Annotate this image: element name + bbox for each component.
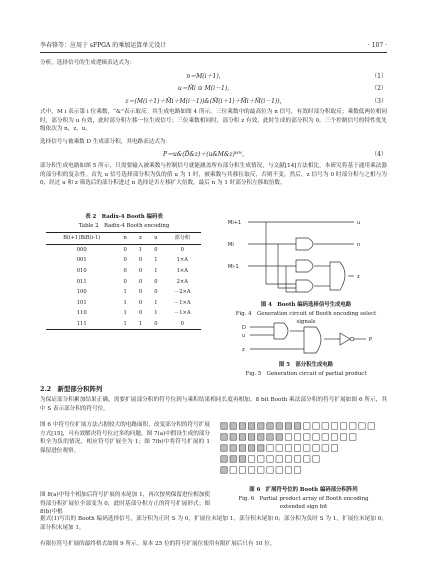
equation-1-expr: n＝M(i＋1)， (186, 73, 225, 80)
partial-product-bit (331, 445, 337, 451)
partial-product-bit (368, 423, 374, 429)
equation-4-number: （4） (371, 151, 387, 158)
partial-product-bit (248, 456, 254, 462)
partial-product-bit (258, 467, 264, 473)
figure-6-caption-en-2: extended sign bit (279, 504, 328, 510)
partial-product-bit (304, 445, 310, 451)
equation-4-expr: P＝u&(D̄&z)＋(u&M&z)ᵂᴺ， (163, 151, 248, 158)
partial-product-bit (313, 445, 319, 451)
table-cell: 111 (76, 321, 87, 328)
partial-product-bit (340, 434, 346, 440)
table-row (46, 244, 201, 255)
header-rule (40, 52, 387, 53)
partial-product-bit (221, 467, 227, 473)
figure-6-partial-product-array (220, 420, 387, 482)
partial-product-bit (221, 445, 227, 451)
partial-product-bit (221, 423, 227, 429)
table-cell: 0 (154, 246, 158, 253)
table-header-row (46, 233, 201, 245)
table-cell: 1 (123, 299, 127, 306)
partial-product-bit (267, 456, 273, 462)
partial-product-bit (294, 467, 300, 473)
table-cell: 0 (123, 268, 127, 275)
fig4-label-mi1: Mi+1 (228, 220, 242, 226)
fig4-label-mi: Mi (228, 242, 234, 248)
paragraph-partial-product-expr: 选择信号与被乘数 D 生成部分积，其电路表达式为： (40, 139, 172, 145)
table-cell: 0 (138, 310, 143, 317)
partial-product-bit (276, 434, 282, 440)
page-number: · 107 · (367, 42, 387, 49)
figure-6-caption-en-1: Fig. 6 Partial product array of Booth encoding (238, 496, 369, 502)
table-cell: 1 (138, 321, 143, 328)
partial-product-bit (258, 423, 264, 429)
table-cell: －1×A (174, 310, 191, 317)
table-cell: 0 (138, 268, 143, 275)
table-cell: 011 (76, 278, 87, 285)
table-cell: 0 (123, 257, 127, 264)
partial-product-bit (230, 467, 236, 473)
fig5-label-p: P (369, 337, 373, 343)
partial-product-bit (239, 445, 245, 451)
table-cell: 1 (138, 246, 143, 253)
partial-product-bit (267, 467, 273, 473)
figure-5-caption-en: Fig. 5 Generation circuit of partial product (245, 371, 367, 377)
table-cell: 1×A (176, 257, 189, 264)
partial-product-bit (294, 445, 300, 451)
figure-6-caption-cn: 图 6 扩展符号位的 Booth 编码部分积阵列 (249, 487, 358, 493)
table-cell: 101 (76, 299, 87, 306)
table-cell: 0 (154, 321, 158, 328)
table-cell: 0 (123, 278, 127, 285)
table-cell: 1 (123, 289, 127, 296)
table-cell: 100 (76, 289, 87, 296)
partial-product-bit (294, 434, 300, 440)
equation-2-expr: u＝M̄i ⊙ M(i－1)， (177, 85, 234, 92)
partial-product-bit (258, 434, 264, 440)
partial-product-bit (350, 423, 356, 429)
partial-product-bit (248, 434, 254, 440)
running-header-left: 李春锋等：应用于 sFPGA 的乘加运算单元设计 (40, 42, 167, 49)
table-cell: 1 (154, 257, 158, 264)
partial-product-bit (359, 423, 365, 429)
fig5-label-u: u (242, 333, 246, 339)
partial-product-bit (221, 434, 227, 440)
figure-4-caption-en: Fig. 4 Generation circuit of Booth encoding select signals (235, 311, 377, 326)
partial-product-bit (248, 467, 254, 473)
table-cell: 0 (180, 321, 184, 328)
table-row (46, 266, 201, 277)
partial-product-bit (267, 445, 273, 451)
fig4-label-mim1: Mi-1 (228, 264, 239, 270)
partial-product-bit (313, 434, 319, 440)
table-cell: 000 (76, 246, 87, 253)
table-cell: 0 (138, 257, 143, 264)
equation-1-number: （1） (371, 73, 387, 80)
partial-product-bit (239, 434, 245, 440)
equation-3 (40, 97, 387, 107)
equation-2 (40, 84, 387, 94)
table-cell: 0 (154, 278, 158, 285)
fig5-label-d: D (242, 325, 246, 331)
table-row (46, 255, 201, 266)
table-cell: 1 (154, 299, 158, 306)
partial-product-bit (230, 434, 236, 440)
partial-product-bit (276, 456, 282, 462)
partial-product-bit (239, 423, 245, 429)
table-cell: 1 (123, 310, 127, 317)
table-cell: －2×A (174, 289, 191, 296)
table-2-title-en: Table 2 Radix-4 Booth encoding (78, 223, 170, 229)
partial-product-bit (294, 423, 300, 429)
equation-2-number: （2） (371, 85, 387, 92)
partial-product-bit (239, 467, 245, 473)
table-cell: 1 (123, 321, 127, 328)
partial-product-bit (331, 423, 337, 429)
partial-product-bit (285, 434, 291, 440)
partial-product-bit (340, 423, 346, 429)
table-row (46, 298, 201, 309)
table-cell: 1 (154, 310, 158, 317)
table-cell: 0 (180, 246, 184, 253)
partial-product-bit (285, 456, 291, 462)
table-cell: 1 (154, 268, 158, 275)
table-2-title-cn: 表 2 Radix-4 Booth 编码表 (85, 214, 163, 220)
fig5-label-z: z (242, 347, 245, 353)
partial-product-bit (285, 423, 291, 429)
paragraph-final-format: 有限位符号扩展的最终格式如图 9 所示。原本 25 位的符号扩展位使用有限扩展后只有 10 位。 (40, 541, 276, 547)
partial-product-bit (304, 456, 310, 462)
partial-product-bit (258, 445, 264, 451)
table-cell: 001 (76, 257, 87, 264)
figure-5-circuit (240, 321, 380, 359)
table-row (46, 287, 201, 298)
paragraph-fig6-method: 图 6 中符号位扩展方法占据较大的电路面积，改变部分积的符号扩展方式[15]，可有效解决符号位过多的问题。图 7(a)中假设生成的部分积全为负的情况，相应符号扩展全为 1；图 7(b)中将符号扩展的 1 保留进位观察。 (40, 422, 210, 454)
partial-product-bit (258, 456, 264, 462)
table-cell: 1×A (176, 268, 189, 275)
fig4-label-z: z (357, 274, 360, 280)
paragraph-booth-sign: 据式(1)写出的 Booth 编码选择信号，部分积为正时 S 为 0，扩展位末尾加 1，部分积末尾加 0；部分积为负时 S 为 1，扩展位末尾加 0，部分积末尾加 1。 (40, 516, 387, 531)
table-header-cell: 部分积 (174, 235, 191, 242)
table-cell: 110 (76, 310, 87, 317)
equation-1 (40, 72, 387, 82)
equation-3-expr: z＝(M(i＋1)＋M̄i＋M(i－1))&(M̄(i＋1)＋M̄i＋M̄(i－1))， (125, 98, 286, 105)
table-row (46, 319, 201, 330)
table-header-cell: u (154, 235, 158, 242)
partial-product-bit (230, 456, 236, 462)
partial-product-bit (221, 456, 227, 462)
paragraph-intro: 分析，选择信号的生成逻辑表达式为： (40, 60, 136, 66)
fig4-label-n: n (357, 242, 361, 248)
partial-product-bit (313, 456, 319, 462)
table-cell: 0 (138, 299, 143, 306)
partial-product-bit (267, 434, 273, 440)
table-cell: 010 (76, 268, 87, 275)
table-header-cell: n (123, 235, 127, 242)
table-cell: 0 (123, 246, 127, 253)
partial-product-bit (304, 434, 310, 440)
equation-3-number: （3） (371, 98, 387, 105)
partial-product-bit (248, 423, 254, 429)
paragraph-fig8: 图 8(a)中每个相加后符号扩展的末尾加 1，再次按列保留进位相加使得部分积扩展位全部变为 0，此时基部分积方正的符号扩展形式；图 8(b)中根 (40, 492, 210, 516)
partial-product-bit (276, 423, 282, 429)
paragraph-signal-description: 式中，M i 表示第 i 位乘数，“&”表示取反。其生成电路如图 4 所示。三位乘数中的最高位为 n 信号，有效时部分积取反；乘数低两位相同时，部分积为 u 有效，此时部分积左移一位生成信号；三位乘数相同时，部分积 z 有效，此时生成的部分积为 0。三个控制信号的特性优先级依次为 n，z，u。 (40, 109, 387, 133)
paragraph-sign-extension: 为保证部分积累加结果正确，需要扩展部分积的符号位到与乘积结果相同长度再相加。8 bit Booth 乘法部分积的符号扩展如图 6 所示，其中 S 表示部分积的符号位。 (40, 397, 387, 412)
partial-product-bit (276, 467, 282, 473)
table-header-cell: B(i+1)BiB(i-1) (63, 235, 101, 242)
booth-encoding-table (46, 232, 201, 330)
partial-product-bit (350, 434, 356, 440)
paragraph-circuit-description: 部分积生成电路如图 5 所示，只需要输入被乘数与控制信号就能涵盖所有部分积生成情况，与文献[14]方法相比，本研究将基于通用乘法器的部分积的复杂性。首先 u 信号选择部分积为负的值 u 为 1 时，被乘数与其移位取反，否则不变。然后，z 信号为 0 时部分积与之相与为 0，经过 u 和 z 筛选后的部分积进过 n 选择是否左移扩大倍数。最后 n 为 1 时部分积左移取倍数。 (40, 163, 387, 187)
table-cell: －1×A (174, 299, 191, 306)
figure-4-circuit (226, 208, 386, 298)
partial-product-bit (285, 467, 291, 473)
partial-product-bit (294, 456, 300, 462)
partial-product-bit (322, 423, 328, 429)
partial-product-bit (267, 423, 273, 429)
partial-product-bit (322, 445, 328, 451)
partial-product-bit (230, 423, 236, 429)
table-header-cell: z (139, 235, 142, 242)
figure-5-caption-cn: 图 5 部分积生成电路 (278, 362, 334, 368)
equation-4 (40, 150, 387, 160)
partial-product-bit (285, 445, 291, 451)
partial-product-bit (276, 445, 282, 451)
table-cell: 0 (154, 289, 158, 296)
fig4-label-u: u (357, 220, 361, 226)
figure-4-caption-cn: 图 4 Booth 编码选择信号生成电路 (260, 302, 352, 308)
partial-product-bit (304, 423, 310, 429)
table-cell: 0 (138, 289, 143, 296)
table-cell: 0 (138, 278, 143, 285)
section-heading: 2.2 新型部分积阵列 (40, 385, 103, 393)
partial-product-bit (322, 434, 328, 440)
partial-product-bit (313, 423, 319, 429)
partial-product-bit (230, 445, 236, 451)
partial-product-bit (239, 456, 245, 462)
table-cell: 2×A (176, 278, 189, 285)
partial-product-bit (248, 445, 254, 451)
table-row (46, 308, 201, 319)
partial-product-bit (331, 434, 337, 440)
table-row (46, 276, 201, 287)
